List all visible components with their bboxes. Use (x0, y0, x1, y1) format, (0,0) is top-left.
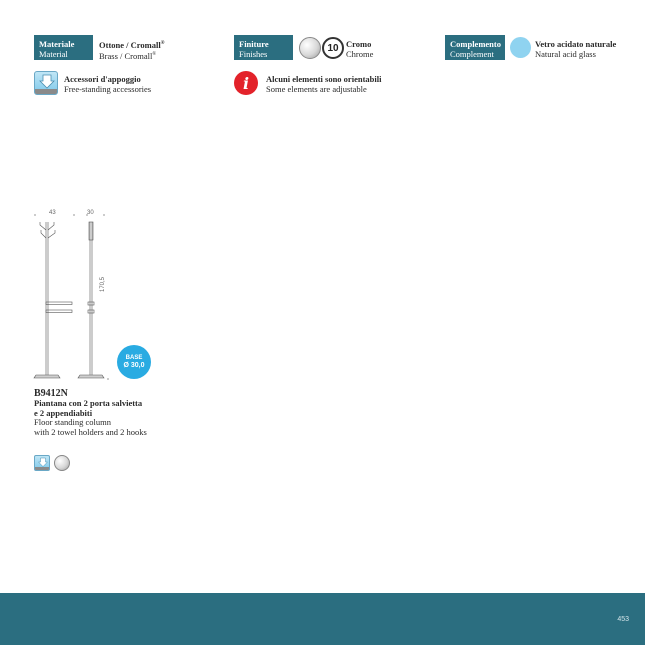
finish-code-badge-icon (322, 37, 344, 59)
finish-value (346, 39, 373, 59)
material-value-en: Brass / Cromall (99, 50, 153, 61)
page-footer (0, 593, 645, 645)
product-name-en-1: Floor standing column (34, 417, 111, 427)
acid-glass-swatch-icon (510, 37, 531, 58)
complement-label-en: Complement (450, 49, 494, 59)
material-value-it: Ottone / Cromall (99, 39, 161, 50)
material-label-en: Material (39, 49, 68, 59)
free-standing-accessory-small-icon (34, 455, 50, 471)
complement-value (535, 39, 616, 59)
complement-value-it: Vetro acidato naturale (535, 39, 617, 49)
info-icon: i (234, 71, 258, 95)
product-description (34, 388, 147, 437)
product-name-it-2: e 2 appendiabiti (34, 407, 93, 418)
accessories-title-en: Free-standing accessories (64, 84, 152, 94)
complement-label-it: Complemento (450, 39, 501, 49)
material-value: Ottone / Cromall® Brass / Cromall® (99, 39, 165, 61)
product-code: B9412N (34, 388, 68, 399)
free-standing-accessory-icon (34, 71, 58, 95)
material-tag (34, 35, 93, 60)
finishes-label-en: Finishes (239, 49, 268, 59)
adjustable-text (266, 74, 381, 94)
dimension-height: 170,5 (100, 276, 106, 292)
complement-value-en: Natural acid glass (535, 49, 596, 59)
chrome-finish-small-swatch-icon (54, 455, 70, 471)
adjustable-title-en: Some elements are adjustable (266, 84, 367, 94)
base-value: Ø 30,0 (123, 362, 145, 369)
accessories-text (64, 74, 151, 94)
product-name-en-2: with 2 towel holders and 2 hooks (34, 426, 147, 437)
base-diameter-badge (117, 345, 151, 379)
material-label-it: Materiale (39, 39, 75, 49)
base-label: BASE (125, 355, 143, 361)
adjustable-title-it: Alcuni elementi sono orientabili (266, 74, 382, 84)
page-number: 453 (617, 616, 629, 623)
accessories-title-it: Accessori d'appoggio (64, 74, 141, 84)
product-name-it-1: Piantana con 2 porta salvietta (34, 398, 143, 408)
finish-value-it: Cromo (346, 39, 372, 49)
finishes-tag (234, 35, 293, 60)
finishes-label-it: Finiture (239, 39, 269, 49)
dimension-depth: 30 (87, 210, 94, 216)
dimension-width: 43 (49, 210, 56, 216)
finish-code: 10 (327, 42, 339, 54)
finish-value-en: Chrome (346, 49, 374, 59)
complement-tag (445, 35, 505, 60)
chrome-finish-swatch-icon (299, 37, 321, 59)
